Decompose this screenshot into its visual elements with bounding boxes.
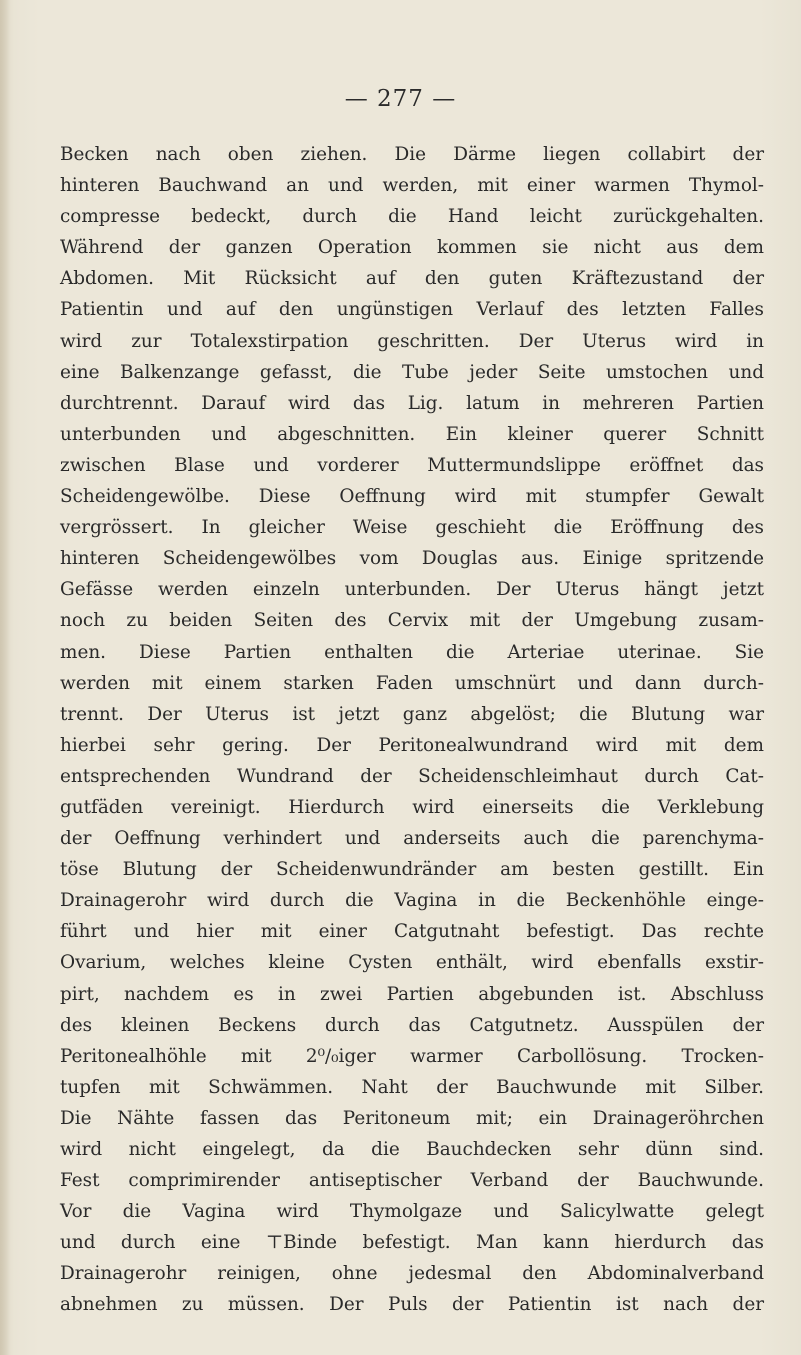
text-line: Gefässe werden einzeln unterbunden. Der Uterus hängt jetzt bbox=[60, 579, 764, 601]
text-line: des kleinen Beckens durch das Catgutnetz. Ausspülen der bbox=[60, 1014, 764, 1036]
text-line: Fest comprimirender antiseptischer Verband der Bauchwunde. bbox=[60, 1170, 764, 1192]
text-line: töse Blutung der Scheidenwundränder am besten gestillt. Ein bbox=[60, 859, 764, 881]
text-line: trennt. Der Uterus ist jetzt ganz abgelöst; die Blutung war bbox=[60, 703, 764, 725]
text-line: hinteren Scheidengewölbes vom Douglas aus. Einige spritzende bbox=[60, 548, 764, 570]
text-line: entsprechenden Wundrand der Scheidenschleimhaut durch Cat- bbox=[60, 765, 764, 787]
text-line: Drainagerohr reinigen, ohne jedesmal den Abdominalverband bbox=[60, 1263, 764, 1285]
text-line: zwischen Blase und vorderer Muttermundslippe eröffnet das bbox=[60, 454, 764, 476]
page-number: — 277 — bbox=[344, 86, 457, 112]
text-line: compresse bedeckt, durch die Hand leicht zurückgehalten. bbox=[60, 206, 764, 228]
text-line: eine Balkenzange gefasst, die Tube jeder Seite umstochen und bbox=[60, 361, 764, 383]
text-line: gutfäden vereinigt. Hierdurch wird einerseits die Verklebung bbox=[60, 796, 764, 818]
text-line: hinteren Bauchwand an und werden, mit einer warmen Thymol- bbox=[60, 175, 764, 197]
text-line: unterbunden und abgeschnitten. Ein kleiner querer Schnitt bbox=[60, 423, 764, 445]
text-line: Patientin und auf den ungünstigen Verlauf des letzten Falles bbox=[60, 299, 764, 321]
text-line: wird nicht eingelegt, da die Bauchdecken sehr dünn sind. bbox=[60, 1139, 764, 1160]
text-line: noch zu beiden Seiten des Cervix mit der Umgebung zusam- bbox=[60, 610, 764, 632]
text-line: wird zur Totalexstirpation geschritten. Der Uterus wird in bbox=[60, 330, 764, 352]
text-line: tupfen mit Schwämmen. Naht der Bauchwunde mit Silber. bbox=[60, 1076, 764, 1098]
body-text bbox=[60, 139, 764, 1321]
text-line: vergrössert. In gleicher Weise geschieht die Eröffnung des bbox=[60, 517, 764, 539]
text-line: Die Nähte fassen das Peritoneum mit; ein Drainageröhrchen bbox=[60, 1107, 764, 1129]
text-line: hierbei sehr gering. Der Peritonealwundrand wird mit dem bbox=[60, 734, 764, 756]
text-line: Ovarium, welches kleine Cysten enthält, wird ebenfalls exstir- bbox=[60, 952, 764, 974]
page-spine-shadow bbox=[0, 0, 10, 1355]
text-line: men. Diese Partien enthalten die Arteriae uterinae. Sie bbox=[60, 641, 764, 663]
text-line: Drainagerohr wird durch die Vagina in die Beckenhöhle einge- bbox=[60, 890, 764, 912]
text-line: durchtrennt. Darauf wird das Lig. latum in mehreren Partien bbox=[60, 392, 764, 414]
text-line: Becken nach oben ziehen. Die Därme liegen collabirt der bbox=[60, 144, 764, 165]
text-line: Vor die Vagina wird Thymolgaze und Salicylwatte gelegt bbox=[60, 1201, 764, 1223]
text-line: abnehmen zu müssen. Der Puls der Patientin ist nach der bbox=[60, 1294, 764, 1316]
text-line: und durch eine ⊤Binde befestigt. Man kann hierdurch das bbox=[60, 1232, 764, 1254]
text-line: Scheidengewölbe. Diese Oeffnung wird mit stumpfer Gewalt bbox=[60, 486, 764, 508]
text-line: der Oeffnung verhindert und anderseits auch die parenchyma- bbox=[60, 828, 764, 850]
text-line: führt und hier mit einer Catgutnaht befestigt. Das rechte bbox=[60, 921, 764, 943]
text-line: werden mit einem starken Faden umschnürt und dann durch- bbox=[60, 672, 764, 694]
text-line: pirt, nachdem es in zwei Partien abgebunden ist. Abschluss bbox=[60, 983, 764, 1005]
text-line: Abdomen. Mit Rücksicht auf den guten Kräftezustand der bbox=[60, 268, 764, 290]
text-line: Peritonealhöhle mit 2⁰/₀iger warmer Carbollösung. Trocken- bbox=[60, 1045, 764, 1067]
text-line: Während der ganzen Operation kommen sie nicht aus dem bbox=[60, 237, 764, 259]
